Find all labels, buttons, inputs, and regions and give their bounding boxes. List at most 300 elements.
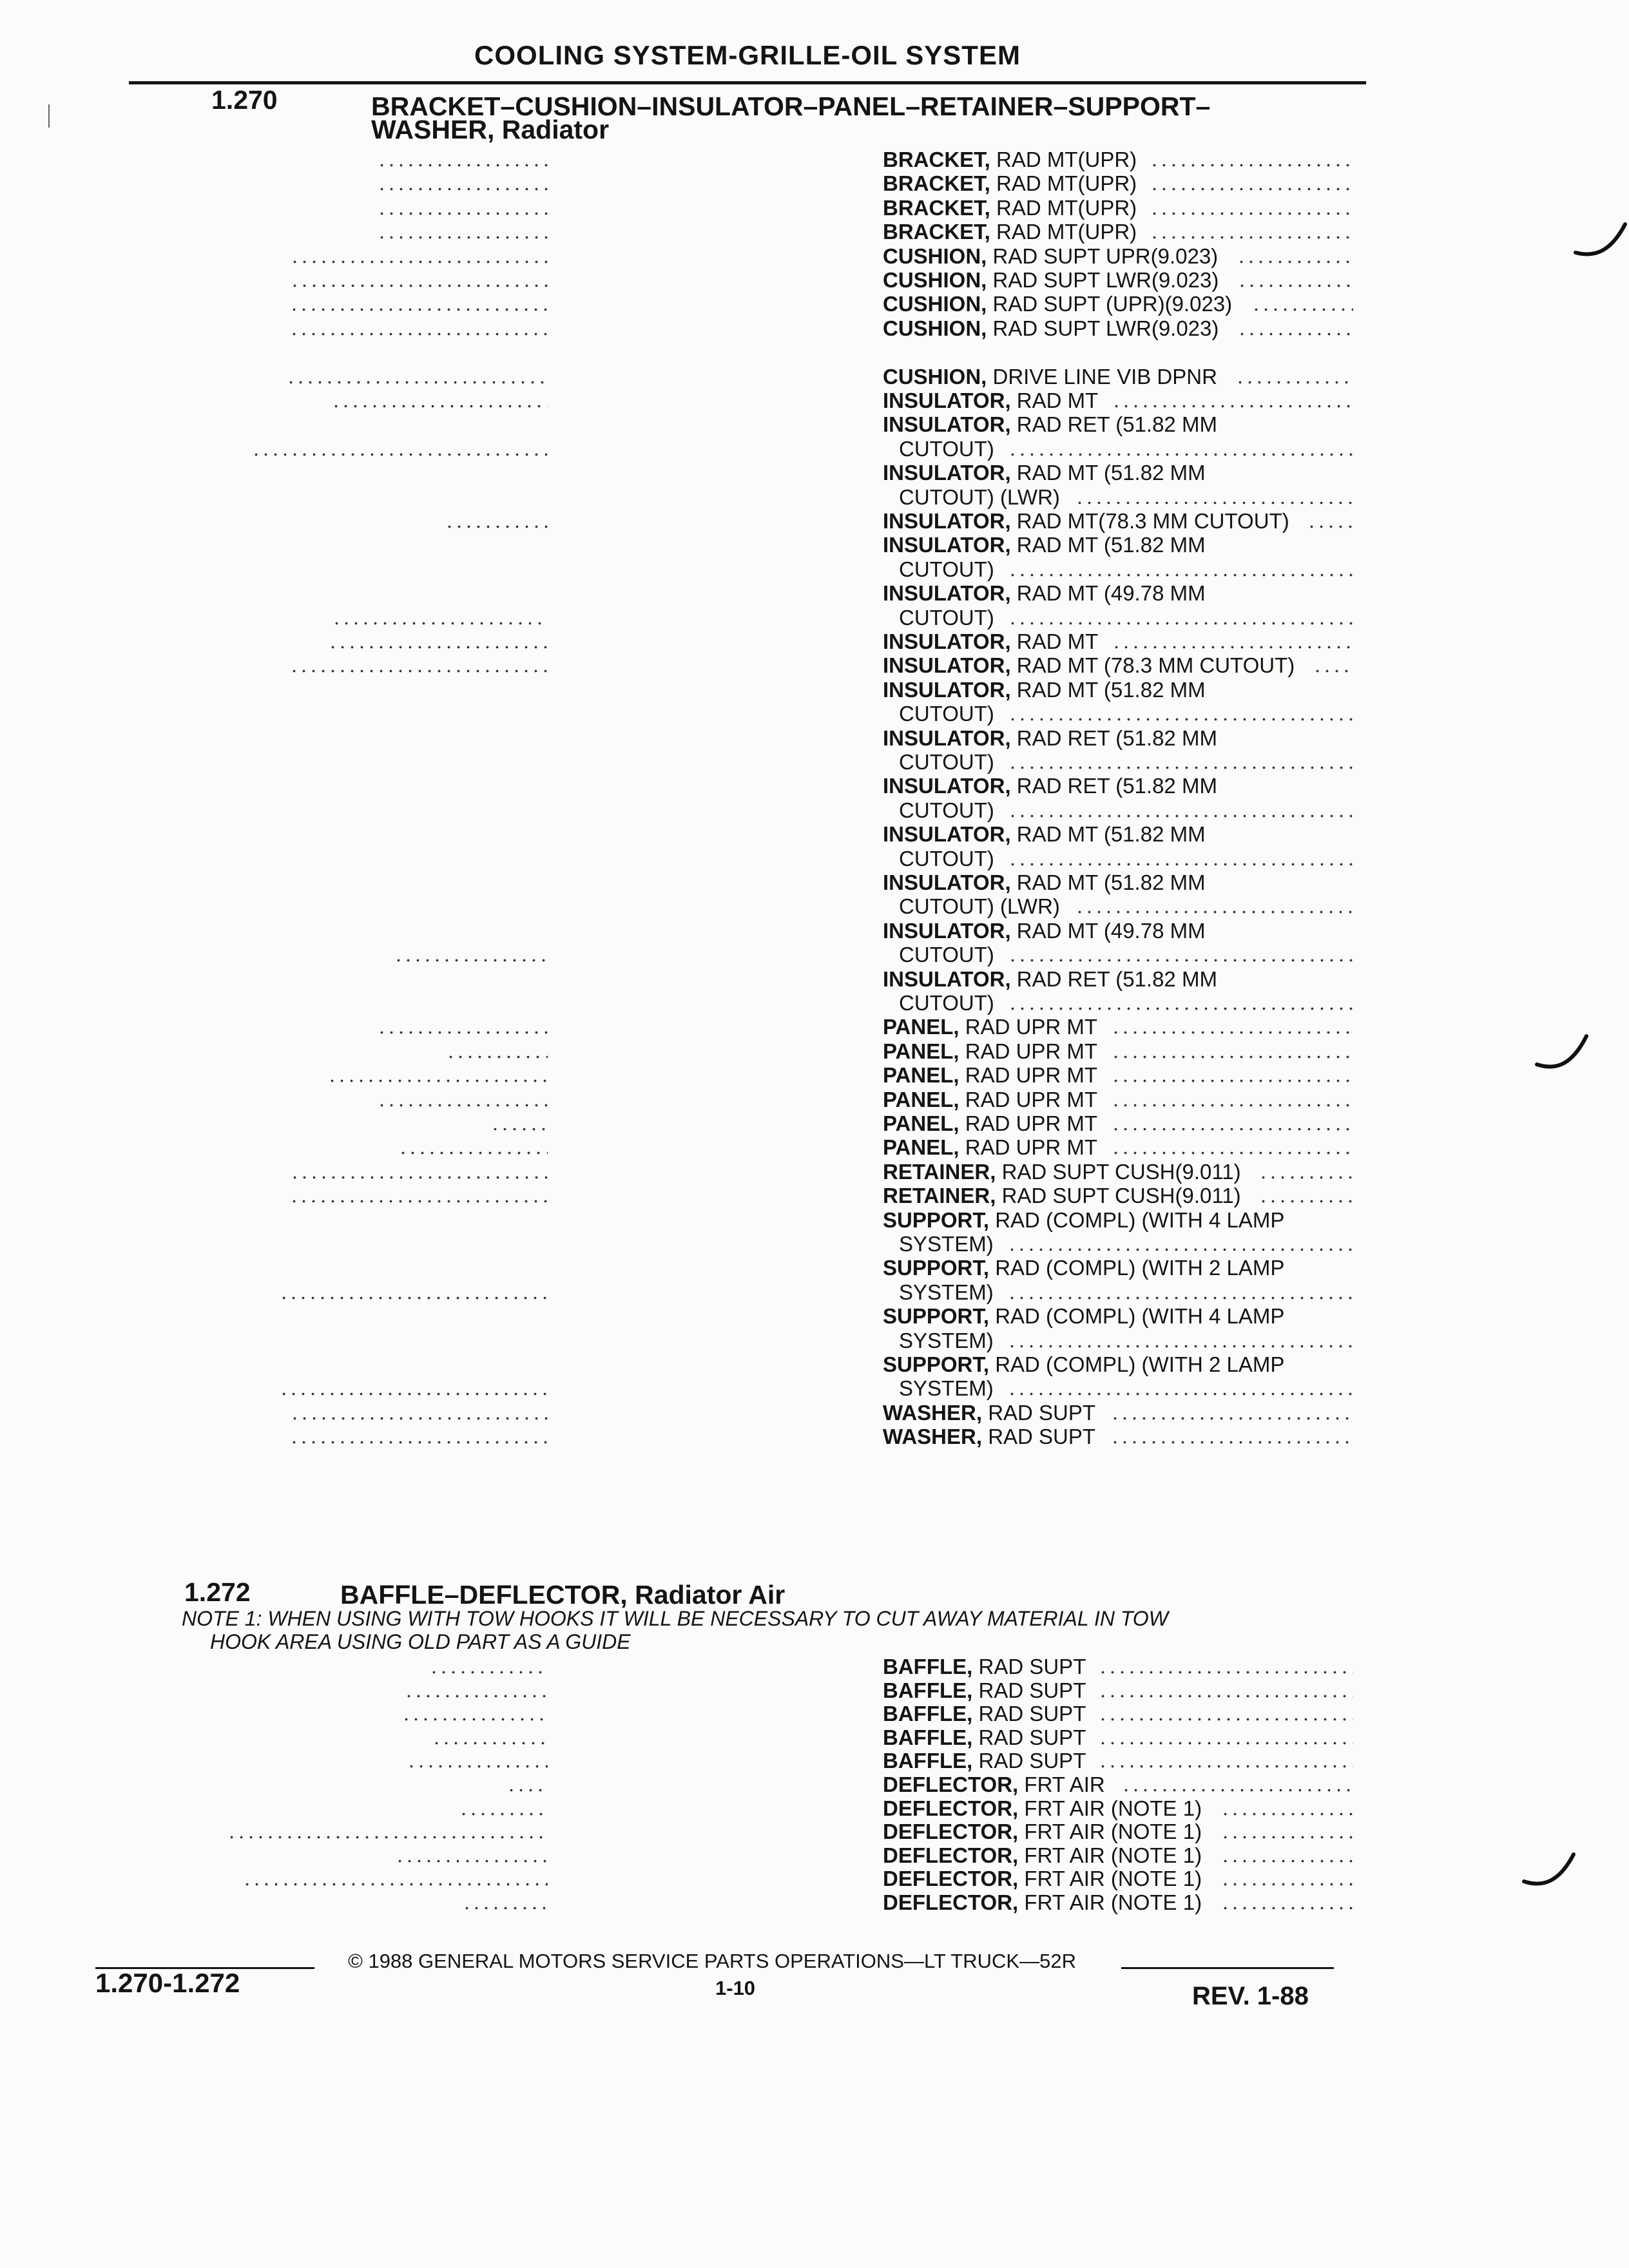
part-description (883, 1062, 1097, 1088)
part-description (883, 460, 1206, 486)
part-row (0, 1111, 1629, 1137)
description-leader-dots (1220, 1907, 1353, 1910)
part-row-continuation (0, 1231, 1629, 1257)
part-row-continuation (0, 798, 1629, 823)
part-detail: RAD MT (49.78 MM (1016, 918, 1206, 943)
part-description (883, 1654, 1086, 1680)
part-name: WASHER, (883, 1400, 983, 1425)
part-description (883, 1725, 1086, 1751)
part-row (0, 1062, 1629, 1088)
check-mark (1521, 1849, 1579, 1894)
part-row-continuation (0, 436, 1629, 462)
model-leader-dots (289, 308, 548, 311)
part-name: INSULATOR, (883, 412, 1011, 437)
part-name: BAFFLE, (883, 1678, 973, 1702)
section-note: NOTE 1: WHEN USING WITH TOW HOOKS IT WILL BE NECESSARY TO CUT AWAY MATERIAL IN TOW (182, 1607, 1168, 1630)
part-name: SUPPORT, (883, 1352, 990, 1376)
description-leader-dots (1111, 1055, 1353, 1059)
model-leader-dots (401, 1718, 548, 1721)
model-leader-dots (289, 1200, 548, 1203)
part-description (883, 1352, 1284, 1378)
model-leader-dots (462, 1907, 548, 1910)
model-leader-dots (377, 187, 548, 191)
model-leader-dots (377, 236, 548, 239)
part-row (0, 1819, 1629, 1845)
part-name: INSULATOR, (883, 677, 1011, 702)
part-name: INSULATOR, (883, 870, 1011, 894)
part-row (0, 267, 1629, 293)
part-detail: RAD (COMPL) (WITH 4 LAMP (995, 1304, 1285, 1329)
part-detail: RAD RET (51.82 MM (1016, 966, 1217, 991)
part-row (0, 1424, 1629, 1450)
part-row (0, 1039, 1629, 1064)
part-detail: RAD MT (51.82 MM (1016, 533, 1206, 557)
part-description (883, 822, 1206, 847)
part-name: INSULATOR, (883, 389, 1011, 412)
model-leader-dots (445, 525, 548, 528)
model-leader-dots (289, 332, 548, 336)
part-description (883, 1424, 1095, 1450)
part-name: CUSHION, (883, 316, 987, 340)
part-name: PANEL, (883, 1135, 959, 1160)
part-detail: RAD MT (51.82 MM (1016, 870, 1206, 894)
part-name: DEFLECTOR, (883, 1890, 1019, 1914)
part-description (883, 1819, 1202, 1845)
part-detail: FRT AIR (NOTE 1) (1024, 1796, 1202, 1820)
part-detail: RAD SUPT LWR(9.023) (992, 268, 1219, 292)
description-leader-dots (1237, 332, 1353, 336)
section-number: 1.270 (211, 85, 278, 115)
part-detail: RAD SUPT (978, 1655, 1086, 1678)
part-name: INSULATOR, (883, 822, 1011, 847)
part-description (883, 1111, 1097, 1137)
part-row (0, 412, 1629, 437)
part-description (883, 147, 1137, 173)
part-description: CUTOUT) (899, 436, 994, 461)
part-name: PANEL, (883, 1087, 959, 1111)
part-description: SYSTEM) (899, 1232, 994, 1256)
part-row (0, 219, 1629, 245)
part-description: SYSTEM) (899, 1280, 994, 1304)
part-row (0, 1678, 1629, 1704)
part-name: BRACKET, (883, 171, 990, 196)
description-leader-dots (1307, 525, 1353, 528)
description-leader-dots (1007, 1392, 1353, 1396)
part-detail: RAD MT(78.3 MM CUTOUT) (1016, 509, 1289, 533)
footer-copyright: © 1988 GENERAL MOTORS SERVICE PARTS OPERATIONS—LT TRUCK—52R (348, 1950, 1076, 1972)
part-description (883, 1087, 1097, 1113)
model-leader-dots (404, 1695, 548, 1698)
part-name: CUSHION, (883, 364, 987, 389)
description-leader-dots (1111, 1031, 1353, 1034)
part-description: CUTOUT) (899, 846, 994, 870)
part-row (0, 1183, 1629, 1209)
part-description (883, 1678, 1086, 1704)
part-detail: RAD UPR MT (965, 1039, 1098, 1063)
part-detail: FRT AIR (1024, 1773, 1105, 1796)
description-leader-dots (1150, 236, 1353, 239)
part-row (0, 195, 1629, 221)
part-detail: RAD MT (1016, 629, 1099, 653)
model-leader-dots (395, 1860, 548, 1863)
model-leader-dots (377, 1104, 548, 1107)
part-row (0, 581, 1629, 606)
part-name: RETAINER, (883, 1159, 996, 1184)
part-detail: RAD MT (51.82 MM (1016, 677, 1206, 702)
part-detail: RAD SUPT (978, 1749, 1086, 1773)
model-leader-dots (446, 1055, 548, 1059)
description-leader-dots (1237, 260, 1353, 264)
part-row (0, 291, 1629, 317)
part-detail: RAD MT(UPR) (996, 148, 1137, 171)
part-name: INSULATOR, (883, 726, 1011, 750)
part-row-continuation (0, 846, 1629, 872)
part-description (883, 412, 1217, 437)
part-name: WASHER, (883, 1425, 983, 1449)
part-name: CUSHION, (883, 244, 987, 268)
part-detail: RAD UPR MT (965, 1063, 1098, 1088)
part-detail: RAD SUPT CUSH(9.011) (1001, 1184, 1241, 1208)
part-description (883, 1843, 1202, 1869)
model-leader-dots (432, 1742, 548, 1745)
part-detail: RAD MT (1016, 389, 1099, 412)
part-detail: RAD MT (51.82 MM (1016, 822, 1206, 847)
part-row (0, 316, 1629, 341)
description-leader-dots (1098, 1765, 1353, 1768)
part-row (0, 508, 1629, 534)
part-row (0, 1890, 1629, 1916)
part-row (0, 147, 1629, 173)
part-detail: RAD SUPT (988, 1425, 1096, 1449)
section-number: 1.272 (184, 1577, 251, 1607)
description-leader-dots (1008, 573, 1353, 577)
part-name: BAFFLE, (883, 1749, 973, 1773)
part-row (0, 1087, 1629, 1113)
part-description (883, 726, 1217, 751)
part-description (883, 1207, 1284, 1233)
description-leader-dots (1220, 1836, 1353, 1839)
part-name: PANEL, (883, 1015, 959, 1039)
part-description (883, 773, 1217, 799)
part-name: BAFFLE, (883, 1725, 973, 1749)
part-detail: RAD RET (51.82 MM (1016, 412, 1217, 437)
description-leader-dots (1313, 669, 1353, 673)
part-description (883, 508, 1289, 534)
part-row-continuation (0, 364, 1629, 390)
description-leader-dots (1251, 308, 1353, 311)
description-leader-dots (1235, 381, 1353, 384)
part-description (883, 1796, 1202, 1821)
part-row-continuation (0, 894, 1629, 919)
description-leader-dots (1112, 405, 1353, 408)
model-leader-dots (331, 405, 548, 408)
description-leader-dots (1220, 1860, 1353, 1863)
part-name: PANEL, (883, 1063, 959, 1088)
part-description (883, 316, 1219, 341)
part-name: SUPPORT, (883, 1304, 990, 1329)
part-description (883, 195, 1137, 221)
description-leader-dots (1111, 1104, 1353, 1107)
model-leader-dots (459, 1812, 548, 1816)
part-detail: RAD SUPT (988, 1400, 1096, 1425)
part-description (883, 1255, 1284, 1281)
part-detail: RAD SUPT (UPR)(9.023) (992, 292, 1233, 316)
part-description (883, 1400, 1095, 1426)
description-leader-dots (1150, 164, 1353, 167)
part-detail: RAD MT(UPR) (996, 220, 1137, 244)
footer-rule-right (1121, 1967, 1334, 1969)
part-detail: RAD RET (51.82 MM (1016, 726, 1217, 750)
part-row (0, 870, 1629, 896)
section-title: BAFFLE–DEFLECTOR, Radiator Air (340, 1580, 786, 1610)
part-description: SYSTEM) (899, 1376, 994, 1401)
part-name: INSULATOR, (883, 918, 1011, 943)
model-leader-dots (327, 1079, 548, 1082)
part-row-continuation (0, 942, 1629, 968)
description-leader-dots (1098, 1742, 1353, 1745)
part-detail: RAD SUPT (978, 1678, 1086, 1702)
model-leader-dots (242, 1883, 548, 1886)
section-note-line2: HOOK AREA USING OLD PART AS A GUIDE (210, 1630, 631, 1653)
description-leader-dots (1220, 1883, 1353, 1886)
part-detail: RAD (COMPL) (WITH 4 LAMP (995, 1207, 1285, 1232)
part-name: CUSHION, (883, 292, 987, 316)
description-leader-dots (1258, 1176, 1353, 1179)
description-leader-dots (1258, 1200, 1353, 1203)
part-name: BAFFLE, (883, 1655, 973, 1678)
title-rule (129, 81, 1366, 84)
part-description (883, 1159, 1241, 1185)
part-detail: RAD SUPT UPR(9.023) (992, 244, 1219, 268)
part-row (0, 773, 1629, 799)
model-leader-dots (490, 1128, 548, 1131)
part-row-continuation (0, 605, 1629, 631)
description-leader-dots (1008, 1007, 1353, 1010)
description-leader-dots (1098, 1695, 1353, 1698)
model-leader-dots (377, 164, 548, 167)
part-description (883, 364, 1217, 390)
model-leader-dots (290, 284, 548, 287)
part-detail: RAD UPR MT (965, 1111, 1098, 1135)
footer-revision: REV. 1-88 (1192, 1982, 1309, 2010)
description-leader-dots (1075, 910, 1353, 914)
part-name: BRACKET, (883, 148, 990, 171)
description-leader-dots (1121, 1789, 1353, 1792)
part-detail: FRT AIR (NOTE 1) (1024, 1890, 1202, 1914)
part-name: BRACKET, (883, 220, 990, 244)
part-detail: RAD UPR MT (965, 1087, 1098, 1111)
part-description (883, 1135, 1097, 1160)
part-description (883, 1748, 1086, 1774)
part-description: CUTOUT) (899, 798, 994, 822)
part-description: CUTOUT) (899, 557, 994, 581)
part-detail: RAD UPR MT (965, 1015, 1098, 1039)
part-name: INSULATOR, (883, 533, 1011, 557)
part-description: CUTOUT) (899, 943, 994, 967)
part-name: SUPPORT, (883, 1256, 990, 1280)
part-description (883, 1014, 1097, 1040)
description-leader-dots (1008, 959, 1353, 962)
part-name: INSULATOR, (883, 629, 1011, 653)
part-detail: RAD SUPT LWR(9.023) (992, 316, 1219, 340)
part-row (0, 1701, 1629, 1727)
part-name: DEFLECTOR, (883, 1820, 1019, 1844)
part-description (883, 581, 1206, 606)
description-leader-dots (1098, 1671, 1353, 1674)
description-leader-dots (1008, 622, 1353, 625)
description-leader-dots (1098, 1718, 1353, 1721)
part-description (883, 677, 1206, 703)
part-name: DEFLECTOR, (883, 1796, 1019, 1820)
footer-page-number: 1-10 (715, 1977, 756, 1999)
part-description: CUTOUT) (LWR) (899, 894, 1060, 919)
part-row (0, 1255, 1629, 1281)
part-detail: RAD SUPT (978, 1702, 1086, 1726)
part-detail: FRT AIR (NOTE 1) (1024, 1843, 1202, 1867)
part-description (883, 267, 1219, 293)
check-mark (1534, 1031, 1592, 1076)
description-leader-dots (1150, 212, 1353, 215)
part-row (0, 1866, 1629, 1892)
part-description (883, 629, 1098, 655)
section-title: BRACKET–CUSHION–INSULATOR–PANEL–RETAINER–SUPPORT– (371, 91, 1211, 121)
part-detail: RAD RET (51.82 MM (1016, 774, 1217, 798)
part-row-continuation (0, 990, 1629, 1016)
part-row-continuation (0, 1328, 1629, 1354)
model-leader-dots (506, 1789, 548, 1792)
part-description: CUTOUT) (899, 991, 994, 1015)
part-row (0, 532, 1629, 558)
part-row-continuation (0, 1280, 1629, 1305)
description-leader-dots (1008, 718, 1353, 721)
part-description (883, 1772, 1105, 1798)
part-row (0, 171, 1629, 197)
model-leader-dots (289, 1441, 548, 1444)
part-detail: RAD SUPT CUSH(9.011) (1001, 1159, 1241, 1184)
part-description (883, 1866, 1202, 1892)
description-leader-dots (1007, 1248, 1353, 1251)
check-mark (1572, 219, 1629, 264)
part-row (0, 726, 1629, 751)
part-description (883, 653, 1295, 678)
part-detail: RAD MT (49.78 MM (1016, 581, 1206, 606)
model-leader-dots (286, 381, 548, 384)
part-row (0, 653, 1629, 678)
part-description (883, 918, 1206, 944)
part-row (0, 460, 1629, 486)
footer-section-range: 1.270-1.272 (95, 1968, 240, 1998)
part-row (0, 677, 1629, 703)
section-title-line2: WASHER, Radiator (371, 115, 610, 144)
model-leader-dots (279, 1392, 548, 1396)
part-detail: RAD SUPT (978, 1725, 1086, 1749)
model-leader-dots (290, 1176, 548, 1179)
part-row (0, 918, 1629, 944)
description-leader-dots (1111, 1079, 1353, 1082)
description-leader-dots (1008, 766, 1353, 769)
description-leader-dots (1150, 187, 1353, 191)
part-description: SYSTEM) (899, 1328, 994, 1352)
model-leader-dots (377, 1031, 548, 1034)
part-row (0, 1352, 1629, 1378)
model-leader-dots (377, 212, 548, 215)
part-row-continuation (0, 701, 1629, 727)
part-description: CUTOUT) (899, 750, 994, 774)
part-description (883, 966, 1217, 992)
part-row (0, 1725, 1629, 1751)
part-detail: RAD MT(UPR) (996, 195, 1137, 220)
part-row-continuation (0, 749, 1629, 775)
part-name: INSULATOR, (883, 653, 1011, 678)
description-leader-dots (1111, 1151, 1353, 1155)
description-leader-dots (1112, 646, 1353, 649)
description-leader-dots (1075, 501, 1353, 505)
part-description (883, 244, 1218, 269)
description-leader-dots (1008, 814, 1353, 818)
part-row (0, 1159, 1629, 1185)
model-leader-dots (398, 1151, 548, 1155)
part-row (0, 1207, 1629, 1233)
part-name: BAFFLE, (883, 1702, 973, 1726)
page-title: COOLING SYSTEM-GRILLE-OIL SYSTEM (474, 40, 1021, 70)
model-leader-dots (251, 453, 548, 456)
description-leader-dots (1008, 453, 1353, 456)
part-name: PANEL, (883, 1111, 959, 1135)
part-name: INSULATOR, (883, 774, 1011, 798)
part-description (883, 870, 1206, 896)
part-description (883, 1303, 1284, 1329)
part-name: DEFLECTOR, (883, 1773, 1019, 1796)
description-leader-dots (1007, 1345, 1353, 1348)
model-leader-dots (279, 1296, 548, 1300)
part-detail: DRIVE LINE VIB DPNR (992, 364, 1217, 389)
part-name: INSULATOR, (883, 581, 1011, 606)
part-row-continuation (0, 1376, 1629, 1401)
part-description (883, 1890, 1202, 1916)
part-detail: FRT AIR (NOTE 1) (1024, 1820, 1202, 1844)
model-leader-dots (290, 1417, 548, 1420)
model-leader-dots (407, 1765, 548, 1768)
part-name: DEFLECTOR, (883, 1867, 1019, 1891)
part-detail: RAD UPR MT (965, 1135, 1098, 1160)
description-leader-dots (1111, 1128, 1353, 1131)
description-leader-dots (1008, 863, 1353, 866)
part-name: INSULATOR, (883, 966, 1011, 991)
part-detail: RAD MT (78.3 MM CUTOUT) (1016, 653, 1295, 678)
part-description (883, 388, 1098, 414)
part-description (883, 171, 1137, 197)
part-name: SUPPORT, (883, 1207, 990, 1232)
description-leader-dots (1237, 284, 1353, 287)
part-row (0, 340, 1629, 365)
model-leader-dots (332, 622, 548, 625)
part-name: DEFLECTOR, (883, 1843, 1019, 1867)
part-description (883, 1183, 1241, 1209)
description-leader-dots (1110, 1417, 1353, 1420)
part-row (0, 1654, 1629, 1680)
part-detail: RAD MT (51.82 MM (1016, 461, 1206, 485)
part-row (0, 822, 1629, 847)
part-row (0, 388, 1629, 414)
part-name: CUSHION, (883, 268, 987, 292)
model-leader-dots (290, 260, 548, 264)
part-row-continuation (0, 485, 1629, 510)
description-leader-dots (1110, 1441, 1353, 1444)
model-leader-dots (328, 646, 548, 649)
part-description: CUTOUT) (LWR) (899, 485, 1060, 509)
part-row (0, 1843, 1629, 1869)
part-row (0, 1135, 1629, 1160)
